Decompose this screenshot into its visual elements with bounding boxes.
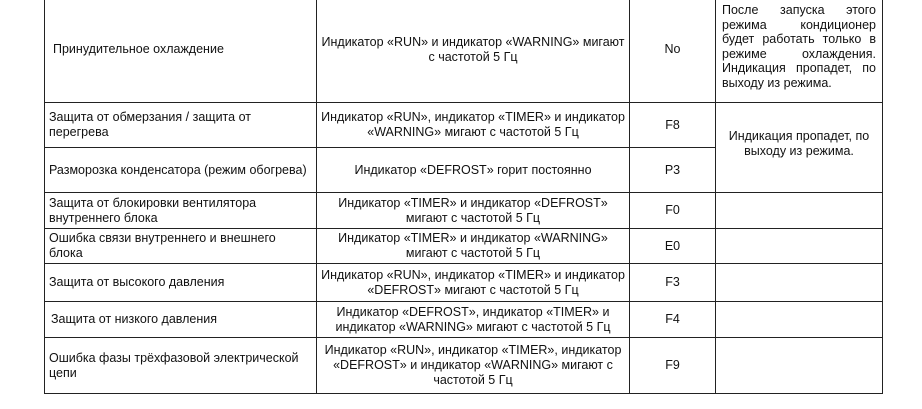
- code-text: F4: [665, 312, 680, 326]
- indicator-cell: [317, 264, 630, 302]
- mode-name-cell: [45, 338, 317, 394]
- note-text: Индикация пропадет, по выходу из режима.: [728, 129, 870, 158]
- mode-name: Защита от низкого давления: [51, 312, 218, 326]
- indicator-text: Индикатор «RUN» и индикатор «WARNING» мигают с частотой 5 Гц: [321, 34, 625, 64]
- indicator-cell: [317, 0, 630, 103]
- indicator-cell: [317, 338, 630, 394]
- code-cell: [630, 193, 716, 229]
- mode-name-cell: [45, 148, 317, 193]
- note-cell: [716, 338, 883, 394]
- code-cell: [630, 103, 716, 148]
- note-cell: [716, 229, 883, 264]
- table-row: [45, 0, 883, 103]
- code-cell: [630, 264, 716, 302]
- indicator-cell: [317, 302, 630, 338]
- note-cell: [716, 302, 883, 338]
- code-cell: [630, 302, 716, 338]
- table-row: [45, 103, 883, 148]
- mode-name: Защита от блокировки вентилятора внутреннего блока: [49, 195, 257, 225]
- table-row: [45, 338, 883, 394]
- table-row: [45, 264, 883, 302]
- mode-name-cell: [45, 103, 317, 148]
- mode-name: Разморозка конденсатора (режим обогрева): [49, 162, 307, 177]
- note-cell: [716, 264, 883, 302]
- mode-name-cell: [45, 264, 317, 302]
- table-row: [45, 193, 883, 229]
- code-text: F8: [665, 117, 680, 132]
- indicator-text: Индикатор «RUN», индикатор «TIMER», индикатор «DEFROST» и индикатор «WARNING» мигают с частотой 5 Гц: [324, 343, 622, 387]
- mode-name: Защита от обмерзания / защита от перегрева: [49, 110, 251, 139]
- code-text: E0: [664, 238, 681, 253]
- indication-table: [44, 0, 883, 394]
- mode-name-cell: [45, 302, 317, 338]
- mode-name-cell: [45, 0, 317, 103]
- indicator-cell: [317, 229, 630, 264]
- code-text: No: [664, 42, 681, 56]
- mode-name-cell: [45, 229, 317, 264]
- code-text: F3: [665, 275, 680, 289]
- code-cell: [630, 338, 716, 394]
- mode-name: Принудительное охлаждение: [53, 42, 224, 56]
- mode-name: Защита от высокого давления: [49, 275, 225, 289]
- note-text: После запуска этого режима кондиционер будет работать только в режиме охлаждения. Индикация пропадет, по выходу из режима.: [722, 3, 876, 90]
- mode-name: Ошибка фазы трёхфазовой электрической цепи: [49, 350, 299, 380]
- code-cell: [630, 229, 716, 264]
- note-cell: [716, 193, 883, 229]
- indicator-text: Индикатор «TIMER» и индикатор «DEFROST» мигают с частотой 5 Гц: [338, 195, 608, 225]
- code-text: F0: [665, 203, 680, 217]
- indicator-text: Индикатор «RUN», индикатор «TIMER» и индикатор «DEFROST» мигают с частотой 5 Гц: [321, 267, 625, 297]
- mode-name: Ошибка связи внутреннего и внешнего блока: [49, 231, 276, 260]
- code-text: F9: [665, 358, 680, 372]
- indicator-cell: [317, 148, 630, 193]
- note-cell: [716, 0, 883, 103]
- mode-name-cell: [45, 193, 317, 229]
- indicator-text: Индикатор «TIMER» и индикатор «WARNING» мигают с частотой 5 Гц: [338, 231, 608, 260]
- table-row: [45, 229, 883, 264]
- indicator-text: Индикатор «RUN», индикатор «TIMER» и индикатор «WARNING» мигают с частотой 5 Гц: [321, 110, 625, 139]
- indicator-text: Индикатор «DEFROST», индикатор «TIMER» и индикатор «WARNING» мигают с частотой 5 Гц: [335, 304, 611, 334]
- table-row: [45, 302, 883, 338]
- code-text: P3: [664, 162, 681, 177]
- code-cell: [630, 0, 716, 103]
- note-cell: [716, 103, 883, 193]
- indicator-text: Индикатор «DEFROST» горит постоянно: [354, 162, 592, 177]
- indicator-cell: [317, 193, 630, 229]
- code-cell: [630, 148, 716, 193]
- indicator-cell: [317, 103, 630, 148]
